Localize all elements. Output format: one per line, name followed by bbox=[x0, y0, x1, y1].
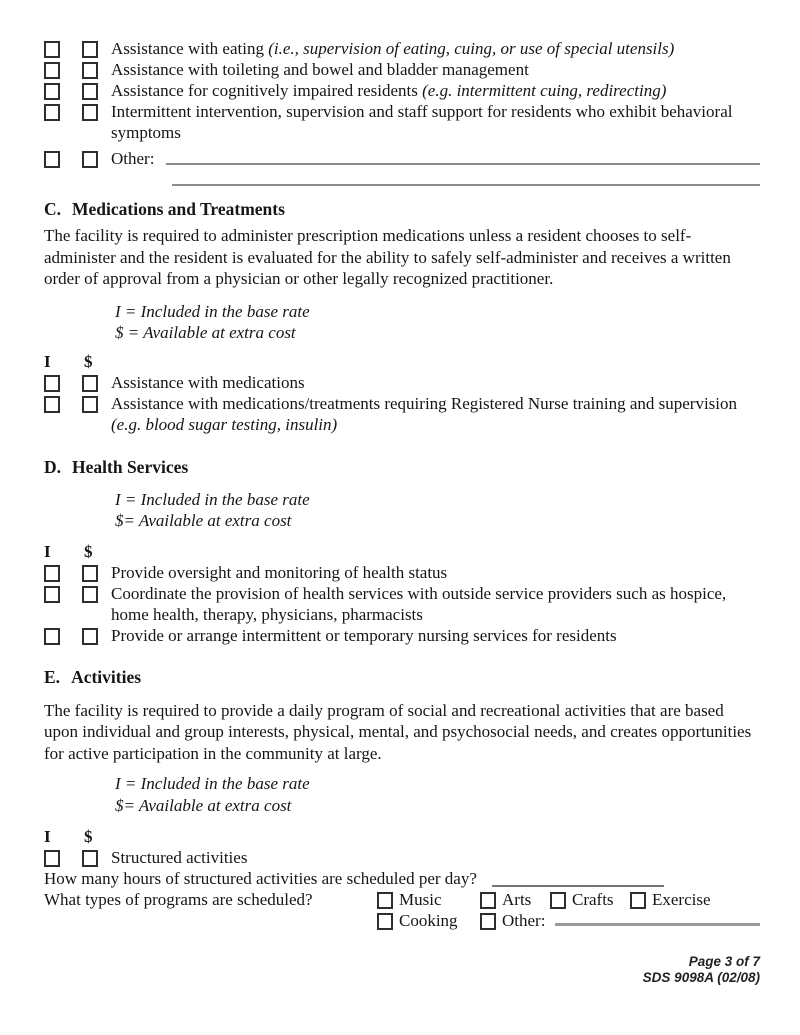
other-input-line[interactable] bbox=[166, 148, 760, 165]
exercise-label: Exercise bbox=[652, 890, 711, 909]
form-number: SDS 9098A (02/08) bbox=[642, 970, 760, 985]
rate-legend bbox=[115, 301, 760, 344]
cooking-label: Cooking bbox=[399, 911, 458, 930]
program-option-crafts bbox=[550, 889, 630, 910]
legend-included: I = Included in the base rate bbox=[115, 774, 310, 793]
section-letter: E. bbox=[44, 666, 61, 687]
extra-cost-checkbox[interactable] bbox=[82, 375, 98, 392]
column-header-extra: $ bbox=[84, 827, 93, 846]
service-item-label: Assistance for cognitively impaired residents (e.g. intermittent cuing, redirecting) bbox=[111, 81, 667, 100]
other-label: Other: bbox=[502, 911, 546, 930]
section-title: Medications and Treatments bbox=[72, 199, 285, 219]
rate-legend bbox=[115, 773, 760, 816]
extra-cost-checkbox[interactable] bbox=[82, 41, 98, 58]
section-letter: C. bbox=[44, 199, 62, 219]
extra-cost-checkbox[interactable] bbox=[82, 104, 98, 121]
checkbox-column-headers bbox=[44, 351, 760, 372]
included-checkbox[interactable] bbox=[44, 83, 60, 100]
service-item-label: Assistance with medications bbox=[111, 372, 305, 392]
extra-cost-checkbox[interactable] bbox=[82, 850, 98, 867]
included-checkbox[interactable] bbox=[44, 850, 60, 867]
legend-included: I = Included in the base rate bbox=[115, 301, 310, 321]
included-checkbox[interactable] bbox=[44, 628, 60, 645]
programs-other-input-line[interactable] bbox=[555, 910, 760, 926]
service-item-label: Provide or arrange intermittent or temporary nursing services for residents bbox=[111, 625, 617, 645]
service-item-row bbox=[44, 625, 760, 646]
page-number: Page 3 of 7 bbox=[688, 954, 760, 969]
music-checkbox[interactable] bbox=[377, 892, 393, 909]
program-option-music bbox=[377, 889, 480, 910]
other-label: Other: bbox=[111, 149, 155, 168]
extra-cost-checkbox[interactable] bbox=[82, 151, 98, 168]
included-checkbox[interactable] bbox=[44, 565, 60, 582]
extra-cost-checkbox[interactable] bbox=[82, 396, 98, 413]
service-item-label: Structured activities bbox=[111, 848, 248, 867]
legend-included: I = Included in the base rate bbox=[115, 489, 310, 509]
program-options-line-2 bbox=[377, 910, 760, 931]
program-options-line-1 bbox=[377, 889, 760, 910]
program-option-arts bbox=[480, 889, 550, 910]
included-checkbox[interactable] bbox=[44, 396, 60, 413]
included-checkbox[interactable] bbox=[44, 104, 60, 121]
service-item-label: Provide oversight and monitoring of health status bbox=[111, 562, 448, 582]
included-checkbox[interactable] bbox=[44, 375, 60, 392]
cooking-checkbox[interactable] bbox=[377, 913, 393, 930]
rate-legend bbox=[115, 489, 760, 532]
column-header-extra: $ bbox=[84, 351, 93, 371]
extra-cost-checkbox[interactable] bbox=[82, 586, 98, 603]
program-options bbox=[377, 889, 760, 931]
other-service-row bbox=[44, 148, 760, 169]
service-item-label: Assistance with medications/treatments requiring Registered Nurse training and supervision (e.g. blood sugar testing, insulin) bbox=[111, 393, 738, 434]
arts-label: Arts bbox=[502, 890, 532, 909]
other-input-line-2[interactable] bbox=[172, 184, 760, 186]
section-title: Health Services bbox=[72, 456, 189, 477]
service-item-row bbox=[44, 80, 760, 101]
column-header-included: I bbox=[44, 541, 51, 561]
crafts-checkbox[interactable] bbox=[550, 892, 566, 909]
service-item-row bbox=[44, 101, 760, 143]
programs-question: What types of programs are scheduled? bbox=[44, 890, 313, 909]
hours-question-row bbox=[44, 868, 760, 889]
extra-cost-checkbox[interactable] bbox=[82, 565, 98, 582]
checkbox-column-headers bbox=[44, 826, 760, 847]
service-item-row bbox=[44, 372, 760, 393]
programs-question-row bbox=[44, 889, 760, 931]
service-item-row bbox=[44, 38, 760, 59]
column-header-included: I bbox=[44, 351, 51, 371]
section-c-heading bbox=[44, 198, 760, 220]
extra-cost-checkbox[interactable] bbox=[82, 628, 98, 645]
program-option-other bbox=[480, 910, 545, 931]
service-item-row bbox=[44, 562, 760, 583]
legend-extra-cost: $= Available at extra cost bbox=[115, 511, 292, 530]
footer bbox=[44, 954, 760, 986]
program-option-exercise bbox=[630, 889, 711, 910]
section-letter: D. bbox=[44, 456, 62, 477]
service-item-row bbox=[44, 393, 760, 435]
included-checkbox[interactable] bbox=[44, 41, 60, 58]
column-header-included: I bbox=[44, 827, 51, 846]
section-title: Activities bbox=[71, 666, 142, 687]
legend-extra-cost: $= Available at extra cost bbox=[115, 795, 292, 815]
section-e-paragraph: The facility is required to provide a daily program of social and recreational activities that are based upon individual and group interests, physical, mental, and psychosocial needs, and creates opportunities for active participation in the community at large. bbox=[44, 700, 752, 763]
hours-question: How many hours of structured activities are scheduled per day? bbox=[44, 869, 477, 888]
crafts-label: Crafts bbox=[572, 890, 614, 909]
service-item-label: Assistance with eating (i.e., supervision of eating, cuing, or use of special utensils) bbox=[111, 39, 675, 58]
extra-cost-checkbox[interactable] bbox=[82, 83, 98, 100]
section-c-paragraph: The facility is required to administer prescription medications unless a resident chooses to self-administer and the resident is evaluated for the ability to safely self-administer and receives a written order of approval from a physician or other legally recognized practitioner. bbox=[44, 226, 731, 288]
service-item-label: Intermittent intervention, supervision and staff support for residents who exhibit behavioral symptoms bbox=[111, 102, 733, 142]
arts-checkbox[interactable] bbox=[480, 892, 496, 909]
service-item-label: Assistance with toileting and bowel and bladder management bbox=[111, 60, 529, 79]
included-checkbox[interactable] bbox=[44, 62, 60, 79]
service-item-row bbox=[44, 583, 760, 625]
extra-cost-checkbox[interactable] bbox=[82, 62, 98, 79]
exercise-checkbox[interactable] bbox=[630, 892, 646, 909]
program-option-cooking bbox=[377, 910, 480, 931]
other-checkbox[interactable] bbox=[480, 913, 496, 930]
hours-input-line[interactable] bbox=[492, 870, 664, 887]
service-item-row bbox=[44, 59, 760, 80]
section-d-heading bbox=[44, 456, 760, 478]
column-header-extra: $ bbox=[84, 541, 93, 561]
music-label: Music bbox=[399, 890, 442, 909]
section-e-heading bbox=[44, 666, 760, 688]
checkbox-column-headers bbox=[44, 541, 760, 562]
service-item-label: Coordinate the provision of health services with outside service providers such as hospice, home health, therapy, physicians, pharmacists bbox=[111, 583, 727, 624]
included-checkbox[interactable] bbox=[44, 586, 60, 603]
legend-extra-cost: $ = Available at extra cost bbox=[115, 323, 296, 342]
included-checkbox[interactable] bbox=[44, 151, 60, 168]
service-item-row bbox=[44, 847, 760, 868]
